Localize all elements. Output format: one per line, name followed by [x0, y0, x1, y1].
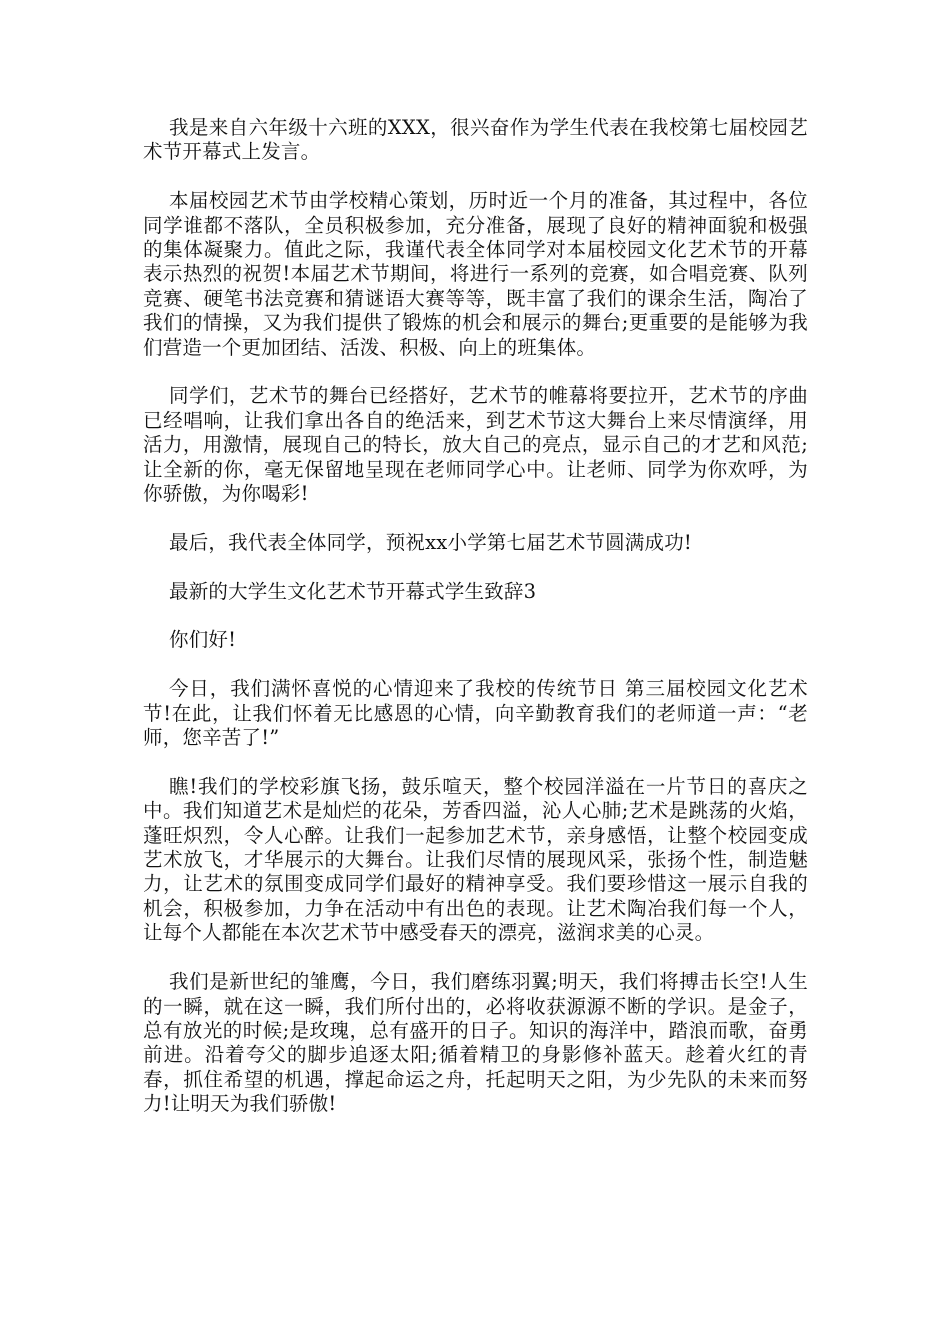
section-heading: 最新的大学生文化艺术节开幕式学生致辞3	[169, 579, 537, 603]
document-body	[143, 116, 808, 1141]
paragraph-6: 瞧!我们的学校彩旗飞扬，鼓乐喧天，整个校园洋溢在一片节日的喜庆之中。我们知道艺术是灿烂的花朵，芳香四溢，沁人心肺;艺术是跳荡的火焰，蓬旺炽烈，令人心醉。让我们一起参加艺术节，亲身感悟，让整个校园变成艺术放飞，才华展示的大舞台。让我们尽情的展现风采，张扬个性，制造魅力，让艺术的氛围变成同学们最好的精神享受。我们要珍惜这一展示自我的机会，积极参加，力争在活动中有出色的表现。让艺术陶冶我们每一个人，让每个人都能在本次艺术节中感受春天的漂亮，滋润求美的心灵。	[143, 774, 808, 945]
paragraph-5: 今日，我们满怀喜悦的心情迎来了我校的传统节日 第三届校园文化艺术节!在此，让我们怀着无比感恩的心情，向辛勤教育我们的老师道一声：“老师，您辛苦了!”	[143, 677, 808, 750]
paragraph-7: 我们是新世纪的雏鹰，今日，我们磨练羽翼;明天，我们将搏击长空!人生的一瞬，就在这一瞬，我们所付出的，必将收获源源不断的学识。是金子，总有放光的时候;是玫瑰，总有盛开的日子。知识的海洋中，踏浪而歌，奋勇前进。沿着夸父的脚步追逐太阳;循着精卫的身影修补蓝天。趁着火红的青春，抓住希望的机遇，撑起命运之舟，托起明天之阳，为少先队的未来而努力!让明天为我们骄傲!	[143, 970, 808, 1116]
paragraph-3: 同学们，艺术节的舞台已经搭好，艺术节的帷幕将要拉开，艺术节的序曲已经唱响，让我们拿出各自的绝活来，到艺术节这大舞台上来尽情演绎，用活力，用激情，展现自己的特长，放大自己的亮点，显示自己的才艺和风范;让全新的你，毫无保留地呈现在老师同学心中。让老师、同学为你欢呼，为你骄傲，为你喝彩!	[143, 384, 808, 506]
paragraph-2: 本届校园艺术节由学校精心策划，历时近一个月的准备，其过程中，各位同学谁都不落队，全员积极参加，充分准备，展现了良好的精神面貌和极强的集体凝聚力。值此之际，我谨代表全体同学对本届校园文化艺术节的开幕表示热烈的祝贺!本届艺术节期间，将进行一系列的竞赛，如合唱竞赛、队列竞赛、硬笔书法竞赛和猜谜语大赛等等，既丰富了我们的课余生活，陶冶了我们的情操，又为我们提供了锻炼的机会和展示的舞台;更重要的是能够为我们营造一个更加团结、活泼、积极、向上的班集体。	[143, 189, 808, 359]
paragraph-4: 最后，我代表全体同学，预祝xx小学第七届艺术节圆满成功!	[169, 530, 692, 554]
paragraph-1: 我是来自六年级十六班的XXX，很兴奋作为学生代表在我校第七届校园艺术节开幕式上发言。	[143, 116, 808, 164]
greeting: 你们好!	[169, 628, 237, 652]
